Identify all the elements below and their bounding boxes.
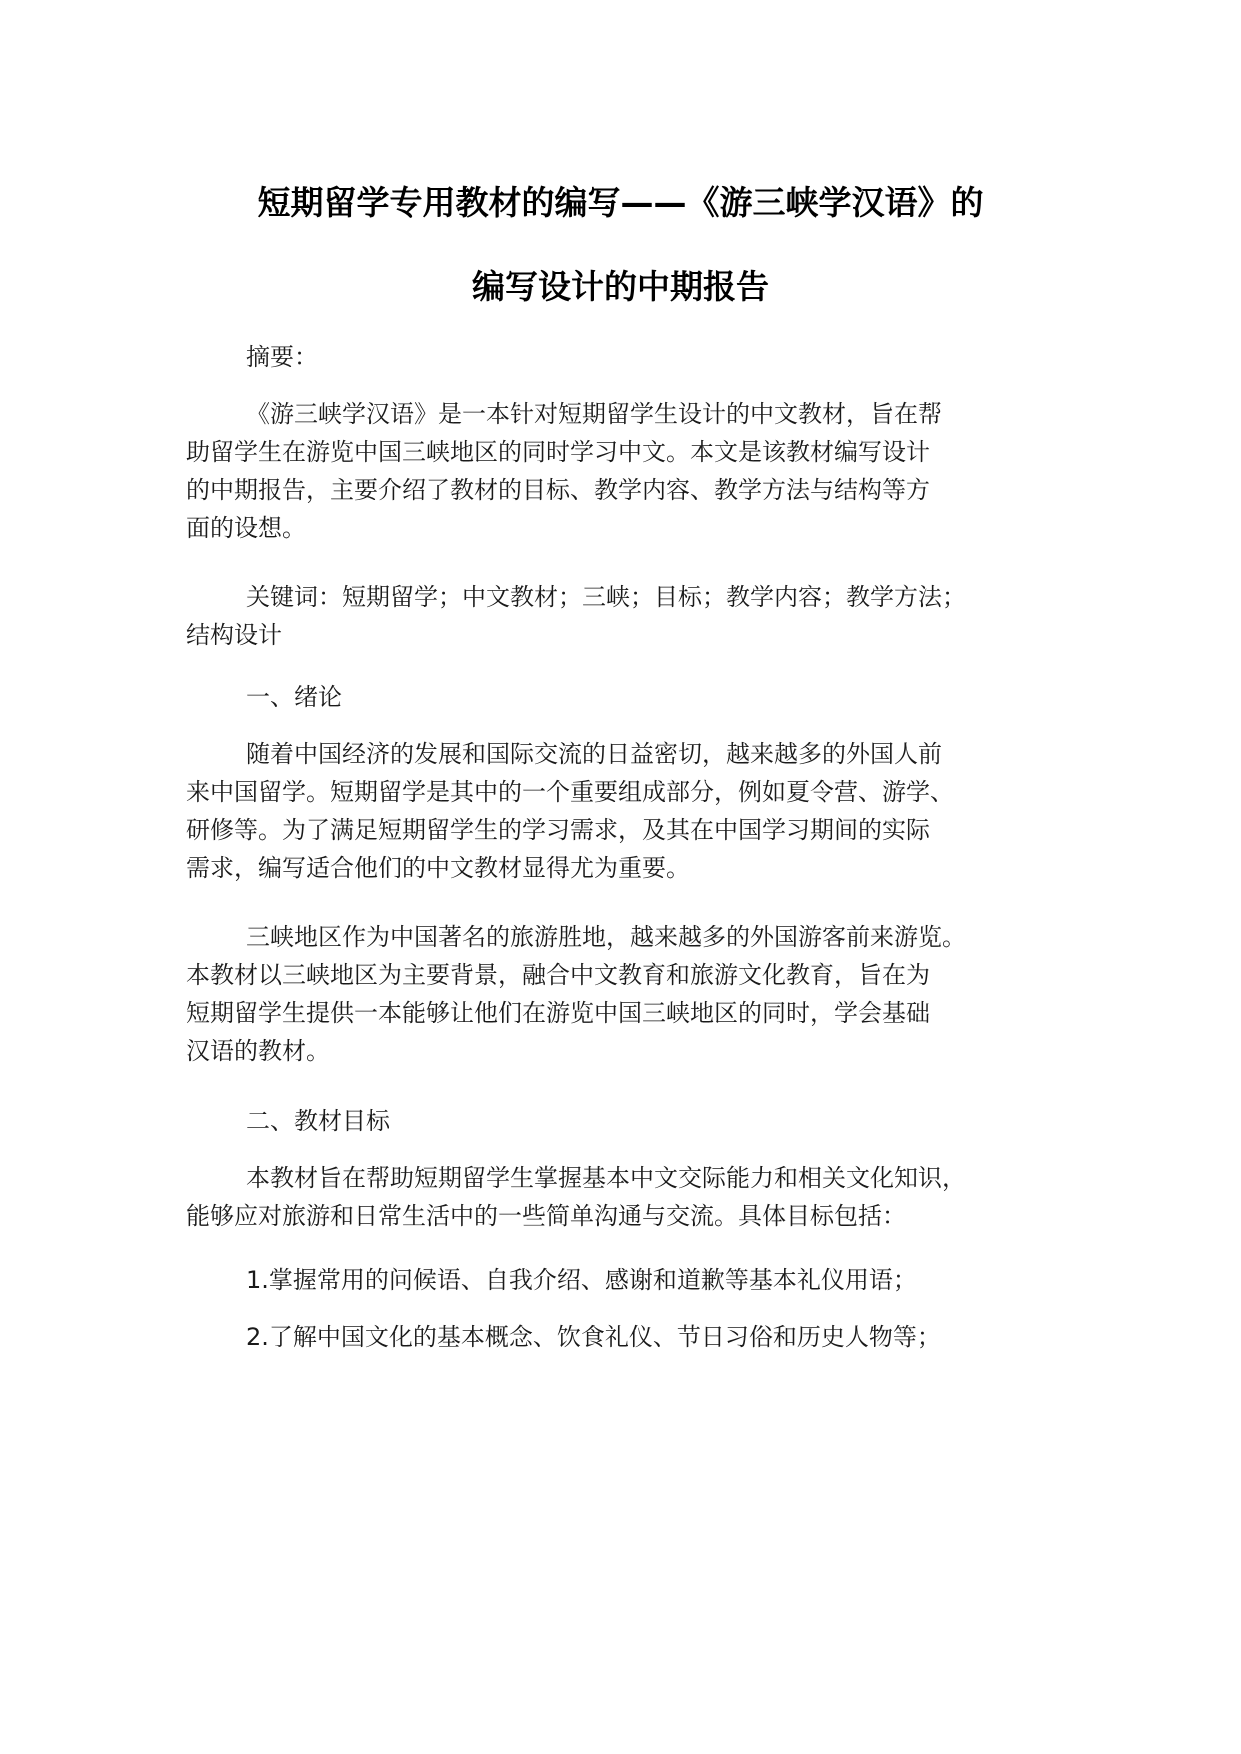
abstract-heading-block	[186, 342, 1086, 372]
paragraph-line: 随着中国经济的发展和国际交流的日益密切，越来越多的外国人前	[246, 740, 942, 768]
document-title-line-1: 短期留学专用教材的编写——《游三峡学汉语》的	[257, 183, 984, 222]
paragraph-line: 能够应对旅游和日常生活中的一些简单沟通与交流。具体目标包括：	[186, 1202, 906, 1230]
section-2-heading-block	[186, 1106, 1086, 1136]
section-1-heading: 一、绪论	[246, 683, 342, 711]
paragraph-line: 本教材旨在帮助短期留学生掌握基本中文交际能力和相关文化知识，	[246, 1164, 966, 1192]
goal-item-line: 1.掌握常用的问候语、自我介绍、感谢和道歉等基本礼仪用语；	[246, 1266, 917, 1294]
abstract-heading: 摘要：	[246, 343, 318, 371]
abstract-line: 的中期报告，主要介绍了教材的目标、教学内容、教学方法与结构等方	[186, 476, 930, 504]
abstract-line: 面的设想。	[186, 514, 306, 542]
paragraph-line: 需求，编写适合他们的中文教材显得尤为重要。	[186, 854, 690, 882]
keywords-line: 结构设计	[186, 621, 282, 649]
section-1-paragraph-1	[186, 739, 1086, 883]
goal-item-line: 2.了解中国文化的基本概念、饮食礼仪、节日习俗和历史人物等；	[246, 1323, 941, 1351]
keywords-paragraph	[186, 582, 1086, 650]
goal-item-1	[186, 1265, 1086, 1295]
paragraph-line: 三峡地区作为中国著名的旅游胜地，越来越多的外国游客前来游览。	[246, 923, 966, 951]
goal-item-2	[186, 1322, 1086, 1352]
paragraph-line: 来中国留学。短期留学是其中的一个重要组成部分，例如夏令营、游学、	[186, 778, 954, 806]
abstract-paragraph	[186, 399, 1086, 543]
paragraph-line: 本教材以三峡地区为主要背景，融合中文教育和旅游文化教育，旨在为	[186, 961, 930, 989]
paragraph-line: 短期留学生提供一本能够让他们在游览中国三峡地区的同时，学会基础	[186, 999, 930, 1027]
abstract-line: 助留学生在游览中国三峡地区的同时学习中文。本文是该教材编写设计	[186, 438, 930, 466]
paragraph-line: 研修等。为了满足短期留学生的学习需求，及其在中国学习期间的实际	[186, 816, 930, 844]
section-2-paragraph-1	[186, 1163, 1086, 1231]
paragraph-line: 汉语的教材。	[186, 1037, 330, 1065]
section-2-heading: 二、教材目标	[246, 1107, 390, 1135]
keywords-line: 关键词：短期留学；中文教材；三峡；目标；教学内容；教学方法；	[246, 583, 966, 611]
section-1-paragraph-2	[186, 922, 1086, 1066]
section-1-heading-block	[186, 682, 1086, 712]
document-title-line-2: 编写设计的中期报告	[472, 267, 769, 306]
abstract-line: 《游三峡学汉语》是一本针对短期留学生设计的中文教材，旨在帮	[246, 400, 942, 428]
